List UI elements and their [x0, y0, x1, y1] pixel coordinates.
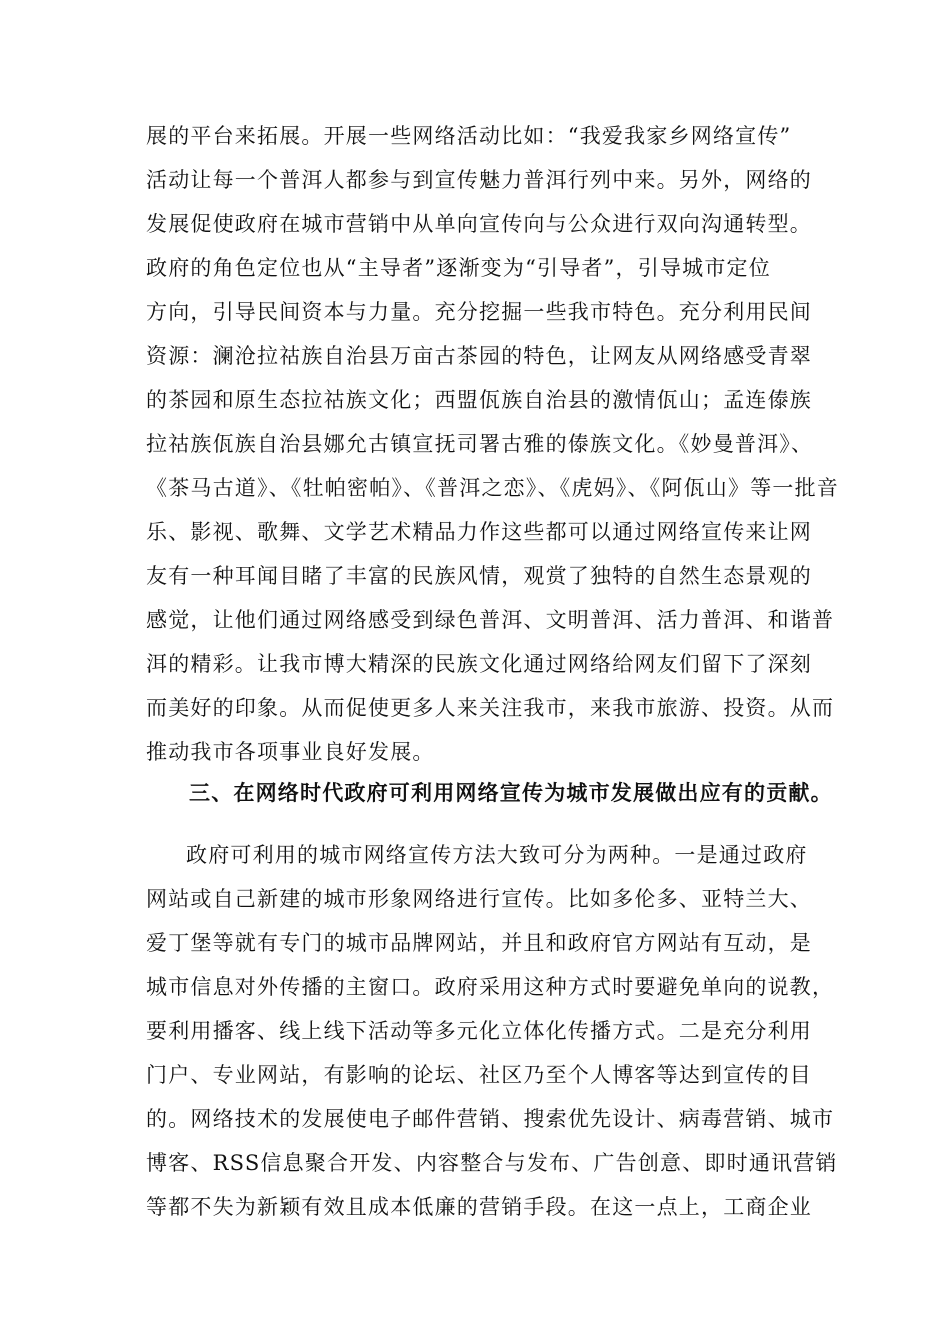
paragraph-line: 感觉，让他们通过网络感受到绿色普洱、文明普洱、活力普洱、和谐普	[146, 608, 835, 632]
paragraph-line: 政府的角色定位也从“主导者”逐渐变为“引导者”，引导城市定位	[146, 256, 771, 280]
section-heading: 三、在网络时代政府可利用网络宣传为城市发展做出应有的贡献。	[189, 781, 833, 805]
paragraph-line: 网站或自己新建的城市形象网络进行宣传。比如多伦多、亚特兰大、	[146, 887, 812, 911]
paragraph-line: 方向，引导民间资本与力量。充分挖掘一些我市特色。充分利用民间	[146, 300, 812, 324]
paragraph-continuation	[146, 114, 839, 774]
paragraph-line: 拉祜族佤族自治县娜允古镇宣抚司署古雅的傣族文化。《妙曼普洱》、	[146, 432, 814, 456]
paragraph-line: 活动让每一个普洱人都参与到宣传魅力普洱行列中来。另外，网络的	[146, 168, 812, 192]
paragraph-line: 而美好的印象。从而促使更多人来关注我市，来我市旅游、投资。从而	[146, 696, 835, 720]
paragraph-line: 展的平台来拓展。开展一些网络活动比如：“我爱我家乡网络宣传”	[146, 124, 792, 148]
paragraph-line: 乐、影视、歌舞、文学艺术精品力作这些都可以通过网络宣传来让网	[146, 520, 812, 544]
paragraph-line: 要利用播客、线上线下活动等多元化立体化传播方式。二是充分利用	[146, 1019, 812, 1043]
paragraph-line: 的。网络技术的发展使电子邮件营销、搜索优先设计、病毒营销、城市	[146, 1107, 835, 1131]
paragraph-line: 城市信息对外传播的主窗口。政府采用这种方式时要避免单向的说教，	[146, 975, 835, 999]
paragraph-line: 等都不失为新颖有效且成本低廉的营销手段。在这一点上，工商企业	[146, 1195, 812, 1219]
paragraph-line: 发展促使政府在城市营销中从单向宣传向与公众进行双向沟通转型。	[146, 212, 812, 236]
paragraph-line: 政府可利用的城市网络宣传方法大致可分为两种。一是通过政府	[186, 843, 808, 867]
paragraph-line: 资源：澜沧拉祜族自治县万亩古茶园的特色，让网友从网络感受青翠	[146, 344, 812, 368]
paragraph-line: 洱的精彩。让我市博大精深的民族文化通过网络给网友们留下了深刻	[146, 652, 812, 676]
paragraph-line: 门户、专业网站，有影响的论坛、社区乃至个人博客等达到宣传的目	[146, 1063, 812, 1087]
paragraph-line: 友有一种耳闻目睹了丰富的民族风情，观赏了独特的自然生态景观的	[146, 564, 812, 588]
paragraph-line: 博客、RSS信息聚合开发、内容整合与发布、广告创意、即时通讯营销	[146, 1151, 838, 1175]
paragraph-line: 《茶马古道》、《牡帕密帕》、《普洱之恋》、《虎妈》、《阿佤山》等一批音	[146, 476, 839, 500]
paragraph-line: 爱丁堡等就有专门的城市品牌网站，并且和政府官方网站有互动，是	[146, 931, 812, 955]
paragraph-line: 的茶园和原生态拉祜族文化；西盟佤族自治县的激情佤山；孟连傣族	[146, 388, 812, 412]
paragraph-line: 推动我市各项事业良好发展。	[146, 740, 435, 764]
paragraph-section-three	[146, 833, 838, 1229]
